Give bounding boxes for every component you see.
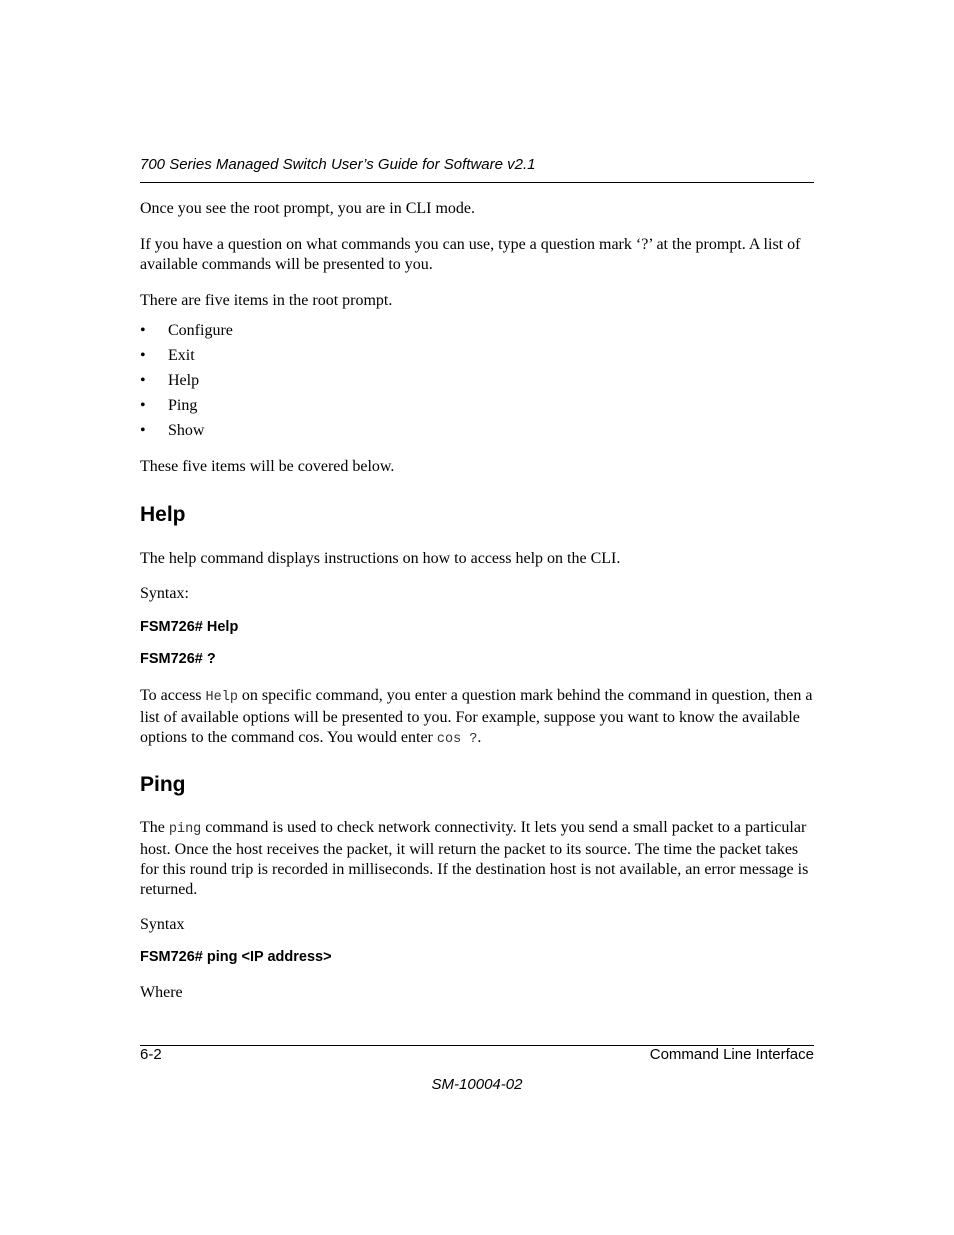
help-syntax-label: Syntax: — [140, 585, 189, 602]
list-item: Configure — [168, 322, 233, 339]
help-heading: Help — [140, 503, 186, 526]
text-run: . — [477, 729, 482, 746]
text-run: To access — [140, 687, 206, 704]
bullet-marker: • — [140, 422, 146, 439]
intro-paragraph-2: If you have a question on what commands you can use, type a question mark ‘?’ at the prompt. A list of available commands will be presented to you. — [140, 236, 801, 273]
header-rule — [140, 182, 814, 183]
list-item: Ping — [168, 397, 198, 414]
text-run: on specific command, you enter a question mark behind the command in question, then a list of available options will be presented to you. For example, suppose you want to know the available options to the command cos. You would enter — [140, 687, 813, 746]
intro-paragraph-1: Once you see the root prompt, you are in CLI mode. — [140, 200, 476, 217]
intro-paragraph-4: These five items will be covered below. — [140, 458, 395, 475]
bullet-marker: • — [140, 372, 146, 389]
text-run: The — [140, 819, 169, 836]
help-paragraph-2 — [140, 686, 814, 750]
intro-paragraph-3: There are five items in the root prompt. — [140, 292, 393, 309]
list-item: Show — [168, 422, 205, 439]
ping-paragraph-1 — [140, 818, 814, 900]
bullet-marker: • — [140, 322, 146, 339]
bullet-marker: • — [140, 347, 146, 364]
ping-heading: Ping — [140, 773, 186, 796]
text-run: command is used to check network connectivity. It lets you send a small packet to a particular host. Once the host receives the packet, it will return the packet to its source. The time the packet takes for this round trip is recorded in milliseconds. If the destination host is not available, an error message is returned. — [140, 819, 809, 898]
page-number: 6-2 — [140, 1046, 162, 1063]
inline-code: Help — [205, 690, 238, 705]
running-header: 700 Series Managed Switch User’s Guide for Software v2.1 — [140, 156, 536, 173]
chapter-title: Command Line Interface — [649, 1046, 814, 1063]
help-paragraph-1: The help command displays instructions on how to access help on the CLI. — [140, 550, 621, 567]
list-item: Help — [168, 372, 200, 389]
inline-code: ping — [168, 822, 202, 837]
inline-code: cos ? — [436, 732, 478, 747]
document-id: SM-10004-02 — [431, 1076, 523, 1093]
list-item: Exit — [168, 347, 195, 364]
ping-where-label: Where — [140, 984, 183, 1001]
ping-command: FSM726# ping <IP address> — [140, 949, 332, 965]
ping-syntax-label: Syntax — [140, 916, 185, 933]
bullet-marker: • — [140, 397, 146, 414]
help-command-2: FSM726# ? — [140, 651, 216, 667]
help-command-1: FSM726# Help — [140, 619, 239, 635]
